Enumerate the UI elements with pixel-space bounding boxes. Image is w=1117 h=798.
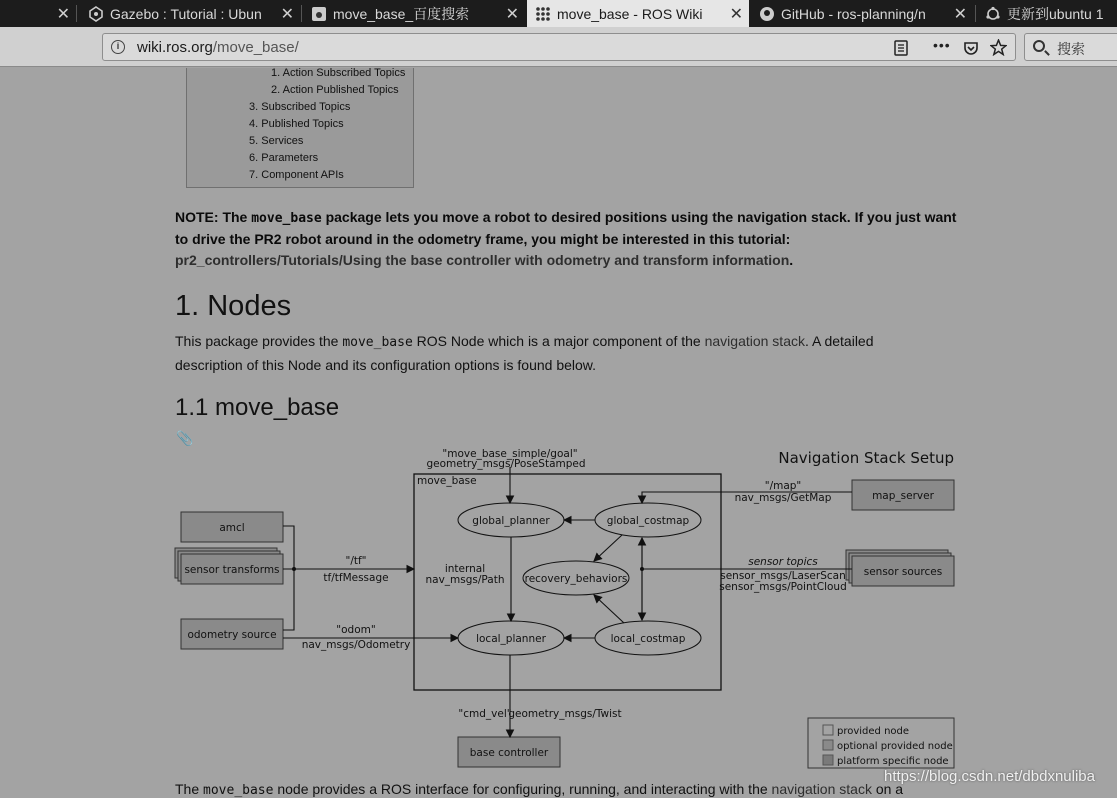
- search-placeholder: 搜索: [1057, 41, 1085, 57]
- ros-favicon-icon: [535, 6, 551, 22]
- odometry-source-label: odometry source: [187, 629, 277, 641]
- map-type-label: nav_msgs/GetMap: [734, 492, 832, 504]
- toc-item[interactable]: [249, 169, 344, 181]
- ubuntu-favicon-icon: [985, 6, 1001, 22]
- close-tab-icon[interactable]: ✕: [505, 6, 519, 23]
- amcl-label: amcl: [219, 522, 245, 534]
- tutorial-link[interactable]: pr2_controllers/Tutorials/Using the base controller with odometry and transform information: [175, 252, 790, 268]
- para-text: This package provides the: [175, 333, 343, 349]
- tab-label: move_base - ROS Wiki: [557, 5, 703, 22]
- toc-number: 4.: [249, 118, 259, 130]
- tab-strip: [0, 0, 1117, 27]
- sensor-sources-label: sensor sources: [863, 566, 943, 578]
- cmd-vel-label: "cmd_vel": [458, 708, 512, 720]
- toc-number: 1.: [271, 68, 281, 79]
- note-code: move_base: [251, 211, 322, 226]
- local-planner-label: local_planner: [476, 633, 546, 645]
- laser-type-label: sensor_msgs/LaserScan: [720, 570, 846, 582]
- para-code: move_base: [203, 783, 274, 798]
- url-host: wiki.ros.org: [137, 39, 213, 56]
- internal-type-label: nav_msgs/Path: [425, 574, 505, 586]
- close-tab-icon[interactable]: ✕: [953, 6, 967, 23]
- tf-topic-label: "/tf": [345, 555, 367, 567]
- tab-label: move_base_百度搜索: [333, 5, 470, 22]
- toc-label: Parameters: [261, 152, 319, 164]
- sensor-topics-label: sensor topics: [748, 556, 818, 568]
- gazebo-favicon-icon: [88, 6, 104, 22]
- table-of-contents: [186, 68, 414, 188]
- page-actions-icon[interactable]: •••: [933, 37, 951, 53]
- section-heading-move-base: 1.1 move_base: [175, 394, 340, 421]
- toc-label: Published Topics: [261, 118, 344, 130]
- url-path: /move_base/: [212, 39, 299, 56]
- goal-type-label: geometry_msgs/PoseStamped: [426, 458, 586, 470]
- move-base-label: move_base: [417, 475, 477, 487]
- toc-item[interactable]: [249, 101, 350, 113]
- close-tab-icon[interactable]: ✕: [280, 6, 294, 23]
- toc-label: Subscribed Topics: [261, 101, 351, 113]
- tab-label: 更新到ubuntu 1: [1007, 5, 1104, 22]
- tf-type-label: tf/tfMessage: [323, 572, 389, 584]
- tab-0[interactable]: [0, 0, 76, 27]
- baidu-favicon-icon: [311, 6, 327, 22]
- global-costmap-label: global_costmap: [606, 515, 690, 527]
- map-server-label: map_server: [872, 490, 934, 502]
- para-text: on a: [871, 781, 904, 797]
- tab-separator: [301, 5, 302, 22]
- toc-label: Services: [261, 135, 304, 147]
- navigation-stack-link[interactable]: navigation stack: [704, 333, 805, 349]
- toc-number: 7.: [249, 169, 259, 181]
- note-text: NOTE: The: [175, 209, 252, 225]
- toc-item[interactable]: [271, 68, 405, 79]
- local-costmap-label: local_costmap: [610, 633, 686, 645]
- para-text: ROS Node which is a major component of the: [412, 333, 705, 349]
- legend-swatch-platform: [823, 755, 833, 765]
- tab-separator: [975, 5, 976, 22]
- url-bar[interactable]: [102, 33, 1016, 61]
- para-text: The: [175, 781, 204, 797]
- toc-number: 3.: [249, 101, 259, 113]
- tab-ubuntu[interactable]: [977, 0, 1117, 27]
- legend-label: provided node: [837, 726, 910, 737]
- legend-swatch-optional: [823, 740, 833, 750]
- tab-ros-wiki[interactable]: [527, 0, 749, 27]
- toc-item[interactable]: [271, 84, 399, 96]
- para-code: move_base: [342, 335, 413, 350]
- sensor-transforms-label: sensor transforms: [184, 564, 280, 576]
- pocket-icon[interactable]: [963, 40, 979, 56]
- tab-gazebo[interactable]: [78, 0, 300, 27]
- odom-topic-label: "odom": [336, 624, 376, 636]
- note-text: .: [789, 252, 794, 268]
- odom-type-label: nav_msgs/Odometry: [301, 639, 411, 651]
- navigation-stack-diagram: [170, 445, 960, 770]
- toc-item[interactable]: [249, 135, 303, 147]
- global-costmap-recovery-arrow: [594, 535, 622, 561]
- reader-view-icon[interactable]: [893, 40, 909, 56]
- goal-topic-label: "move_base_simple/goal": [442, 448, 578, 460]
- recovery-behaviors-label: recovery_behaviors: [524, 573, 628, 585]
- local-costmap-recovery-arrow: [594, 595, 624, 623]
- legend-swatch-provided: [823, 725, 833, 735]
- para-text: . A detailed description of this Node and its configuration options is found below.: [175, 333, 874, 373]
- diagram-title: Navigation Stack Setup: [778, 449, 954, 467]
- toc-number: 5.: [249, 135, 259, 147]
- nodes-paragraph: [175, 330, 935, 376]
- toc-number: 6.: [249, 152, 259, 164]
- legend-label: platform specific node: [837, 756, 949, 767]
- base-controller-label: base controller: [469, 747, 549, 759]
- toc-item[interactable]: [249, 152, 318, 164]
- note-paragraph: [175, 207, 965, 271]
- tab-github[interactable]: [751, 0, 973, 27]
- navigation-bar: [0, 27, 1117, 67]
- tab-baidu[interactable]: [303, 0, 525, 27]
- url-text[interactable]: [137, 39, 299, 56]
- site-info-icon[interactable]: i: [111, 40, 125, 54]
- twist-type-label: geometry_msgs/Twist: [508, 708, 622, 720]
- search-input[interactable]: [1024, 33, 1117, 61]
- source-bracket: [283, 526, 294, 630]
- cloud-type-label: sensor_msgs/PointCloud: [719, 581, 847, 593]
- note-text: package lets you move a robot to desired positions using the navigation stack. If you just want to drive the PR2 robot around in the odometry frame, you might be interested in this tutorial:: [175, 209, 957, 247]
- legend-label: optional provided node: [837, 741, 953, 752]
- para-text: node provides a ROS interface for configuring, running, and interacting with the: [273, 781, 772, 797]
- bottom-paragraph: [175, 778, 975, 798]
- toc-label: Action Subscribed Topics: [282, 68, 406, 79]
- section-heading-nodes: 1. Nodes: [175, 290, 292, 322]
- search-icon: [1033, 40, 1045, 52]
- junction-dot: [640, 567, 644, 571]
- toc-label: Component APIs: [261, 169, 344, 181]
- tab-label: Gazebo : Tutorial : Ubun: [110, 5, 262, 22]
- global-planner-label: global_planner: [472, 515, 550, 527]
- toc-label: Action Published Topics: [282, 84, 399, 96]
- page-content: [0, 68, 1117, 798]
- toc-number: 2.: [271, 84, 281, 96]
- tab-label: GitHub - ros-planning/n: [781, 5, 926, 22]
- junction-dot: [292, 567, 296, 571]
- csdn-watermark: https://blog.csdn.net/dbdxnuliba: [884, 768, 1095, 785]
- tab-separator: [76, 5, 77, 22]
- github-favicon-icon: [759, 6, 775, 22]
- close-tab-icon[interactable]: ✕: [729, 6, 743, 23]
- navigation-stack-link[interactable]: navigation stack: [771, 781, 872, 797]
- map-topic-label: "/map": [764, 480, 802, 492]
- internal-label: internal: [444, 563, 486, 575]
- toc-item[interactable]: [249, 118, 344, 130]
- bookmark-star-icon[interactable]: [990, 39, 1007, 56]
- attachment-clip-icon[interactable]: 📎: [176, 430, 194, 446]
- close-tab-icon[interactable]: ✕: [56, 6, 70, 23]
